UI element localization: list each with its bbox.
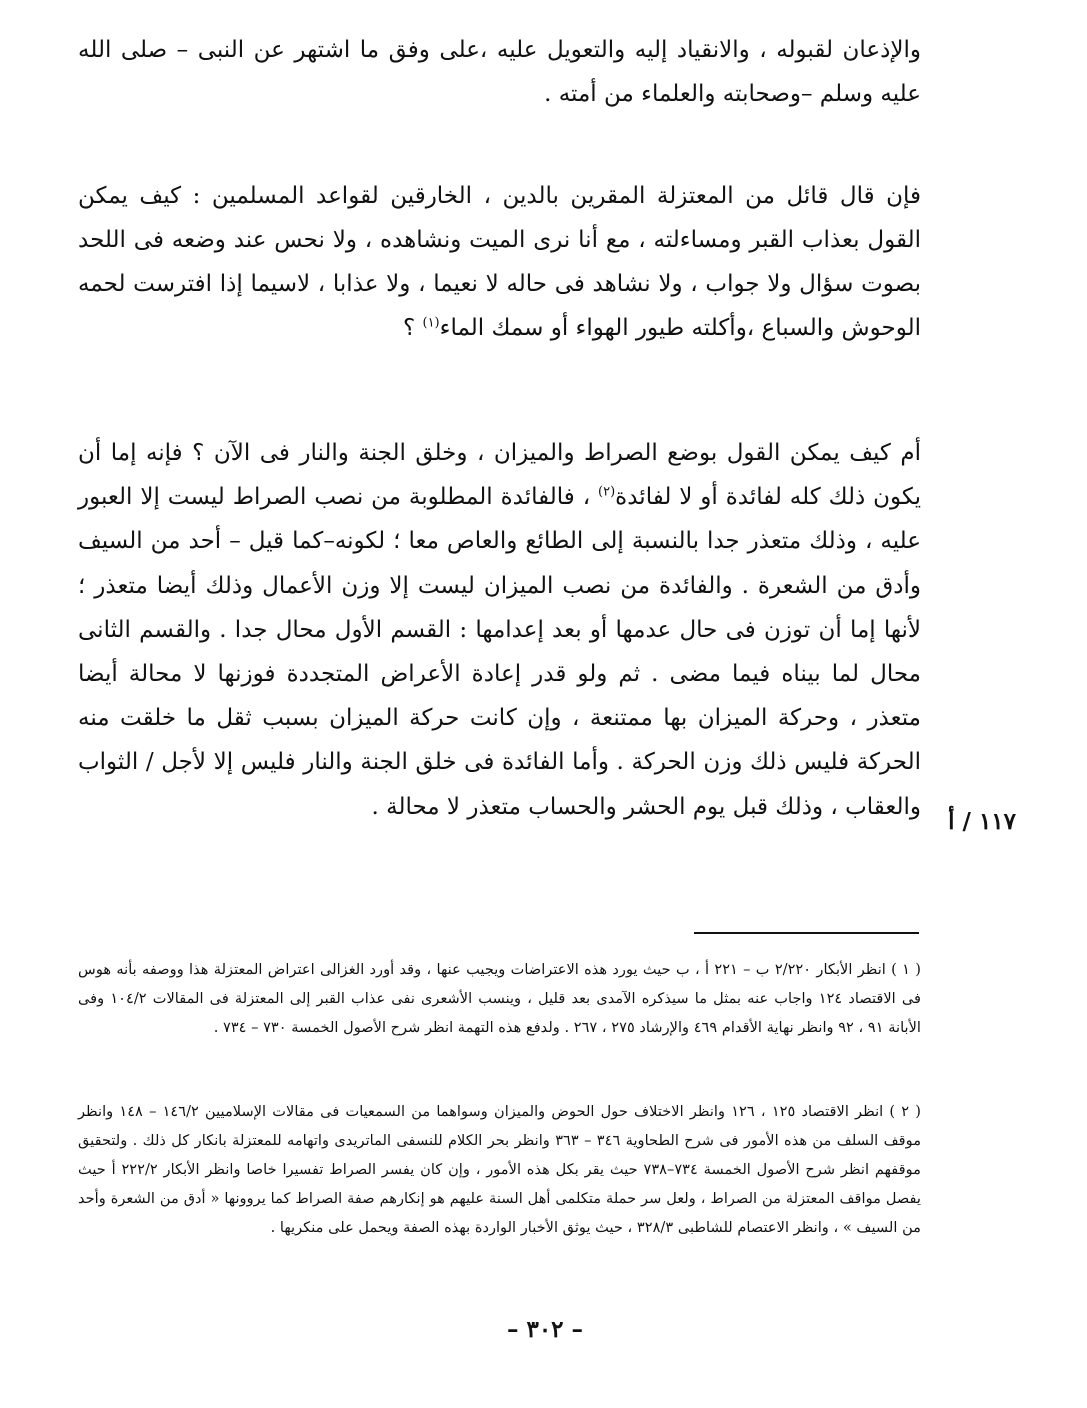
manuscript-folio-marker: ١١٧ / أ [948, 808, 1016, 835]
footnote-ref-1[interactable]: (١) [422, 315, 440, 331]
paragraph-2-text: فإن قال قائل من المعتزلة المقرين بالدين ، الخارقين لقواعد المسلمين : كيف يمكن القول بعذاب القبر ومساءلته ، مع أنا نرى الميت ونشاهده ، ولا نحس عند وضعه فى اللحد بصوت سؤال ولا جواب ، ولا نشاهد فى حاله لا نعيما ، ولا عذابا ، لاسيما إذا افترست لحمه الوحوش والسباع ،وأكلته طيور الهواء أو سمك الماء [78, 183, 921, 341]
paragraph-2-end: ؟ [402, 315, 423, 341]
footnote-separator [694, 932, 919, 934]
paragraph-2 [78, 174, 921, 350]
paragraph-1-text: والإذعان لقبوله ، والانقياد إليه والتعويل عليه ،على وفق ما اشتهر عن النبى – صلى الله عليه وسلم –وصحابته والعلماء من أمته . [78, 37, 921, 107]
paragraph-1 [78, 28, 921, 116]
page-number: – ٣٠٢ – [506, 1316, 584, 1343]
paragraph-3-text-b: ، فالفائدة المطلوبة من نصب الصراط ليست إلا العبور عليه ، وذلك متعذر جدا بالنسبة إلى الطائع والعاص معا ؛ لكونه–كما قيل – أحد من السيف وأدق من الشعرة . والفائدة من نصب الميزان ليست إلا وزن الأعمال وذلك أيضا متعذر ؛ لأنها إما أن توزن فى حال عدمها أو بعد إعدامها : القسم الأول محال جدا . والقسم الثانى محال لما بيناه فيما مضى . ثم ولو قدر إعادة الأعراض المتجددة فوزنها لا محالة أيضا متعذر ، وحركة الميزان بها ممتنعة ، وإن كانت حركة الميزان بسبب ثقل ما خلقت منه الحركة فليس ذلك وزن الحركة . وأما الفائدة فى خلق الجنة والنار فليس إلا لأجل / الثواب والعقاب ، وذلك قبل يوم الحشر والحساب متعذر لا محالة . [78, 484, 921, 820]
footnote-1: ( ١ ) انظر الأبكار ٢/٢٢٠ ب – ٢٢١ أ ، ب حيث يورد هذه الاعتراضات ويجيب عنها ، وقد أورد الغزالى اعتراض المعتزلة هذا ووصفه بأنه هوس فى الاقتصاد ١٢٤ واجاب عنه بمثل ما سيذكره الآمدى بعد قليل ، وينسب الأشعرى نفى عذاب القبر إلى المعتزلة فى المقالات ١٠٤/٢ وفى الأبانة ٩١ ، ٩٢ وانظر نهاية الأقدام ٤٦٩ والإرشاد ٢٧٥ ، ٢٦٧ . ولدفع هذه التهمة انظر شرح الأصول الخمسة ٧٣٠ – ٧٣٤ . [78, 961, 921, 1036]
paragraph-3-text-a: أم كيف يمكن القول بوضع الصراط والميزان ، وخلق الجنة والنار فى الآن ؟ فإنه إما أن يكون ذلك كله لفائدة أو لا لفائدة [78, 440, 922, 511]
footnote-2: ( ٢ ) انظر الاقتصاد ١٢٥ ، ١٢٦ وانظر الاختلاف حول الحوض والميزان وسواهما من السمعيات فى مقالات الإسلاميين ١٤٦/٢ – ١٤٨ وانظر موقف السلف من هذه الأمور فى شرح الطحاوية ٣٤٦ – ٣٦٣ وانظر بحر الكلام للنسفى الماتريدى واتهامه للمعتزلة بانكار كل ذلك . ولتحقيق موقفهم انظر شرح الأصول الخمسة ٧٣٤–٧٣٨ حيث يقر بكل هذه الأمور ، وإن كان يفسر الصراط تفسيرا خاصا وانظر الأبكار ٢٢٢/٢ أ حيث يفصل مواقف المعتزلة من الصراط ، ولعل سر حملة متكلمى أهل السنة عليهم هو إنكارهم صفة الصراط كما يروونها « أدق من الشعرة وأحد من السيف » ، وانظر الاعتصام للشاطبى ٣٢٨/٣ ، حيث يوثق الأخبار الواردة بهذه الصفة ويحمل على منكريها . [78, 1103, 922, 1236]
paragraph-3 [78, 431, 921, 829]
footnote-ref-2[interactable]: (٢) [598, 484, 616, 500]
